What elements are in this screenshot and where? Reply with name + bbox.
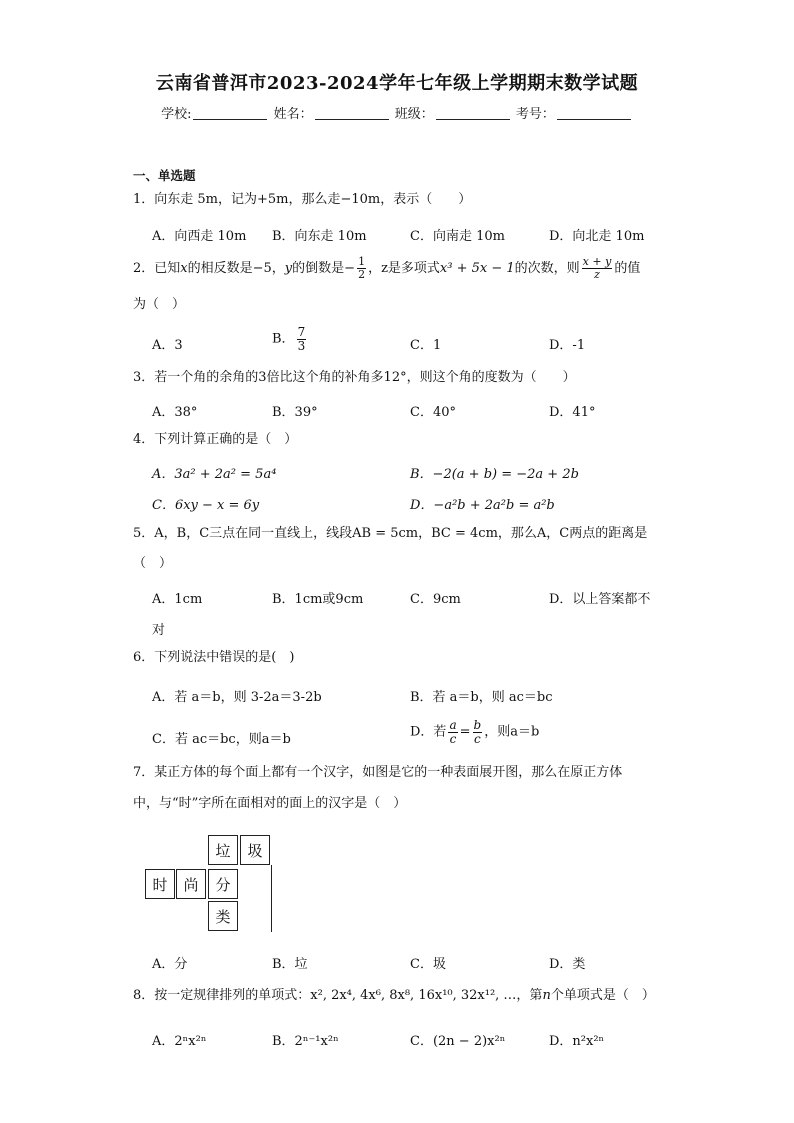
class-blank[interactable] bbox=[436, 106, 510, 120]
q3-option-d[interactable]: D．41° bbox=[549, 405, 596, 420]
q7-option-b[interactable]: B．垃 bbox=[272, 957, 308, 972]
q5-option-b[interactable]: B．1cm或9cm bbox=[272, 592, 364, 607]
q2-fraction-xy bbox=[582, 256, 613, 280]
q7-option-d[interactable]: D．类 bbox=[549, 957, 586, 972]
q8-var-n: n bbox=[542, 988, 551, 1003]
q4-option-c[interactable]: C．6xy − x = 6y bbox=[152, 498, 260, 513]
q2-b-num: 7 bbox=[297, 325, 306, 339]
q2-frac2-num: x + y bbox=[582, 255, 612, 269]
q6-d-frac-b bbox=[473, 719, 483, 745]
q2-option-c[interactable]: C．1 bbox=[410, 338, 442, 353]
net-cell-lei: 类 bbox=[208, 901, 238, 931]
question-7-line1: 7．某正方体的每个面上都有一个汉字，如图是它的一种表面展开图，那么在原正方体 bbox=[133, 765, 623, 780]
q6-d-label: D．若 bbox=[410, 724, 447, 740]
q8-option-d[interactable]: D．n²x²ⁿ bbox=[549, 1034, 605, 1049]
question-3-stem: 3．若一个角的余角的3倍比这个角的补角多12°，则这个角的度数为（ ） bbox=[133, 370, 576, 385]
q2-text-1: 2．已知 bbox=[133, 261, 181, 276]
q4-option-b[interactable]: B．−2(a + b) = −2a + 2b bbox=[410, 467, 579, 482]
q2-text-6: 的值 bbox=[614, 261, 641, 276]
q2-text-5: 的次数，则 bbox=[514, 261, 580, 276]
page-title: 云南省普洱市2023-2024学年七年级上学期期末数学试题 bbox=[155, 73, 639, 94]
net-cell-shi: 时 bbox=[145, 869, 175, 899]
q2-fraction-half bbox=[357, 256, 366, 280]
q2-option-d[interactable]: D．-1 bbox=[549, 338, 586, 353]
q6-d-eq: = bbox=[459, 724, 471, 740]
q5-option-a[interactable]: A．1cm bbox=[152, 592, 203, 607]
net-cell-la: 垃 bbox=[208, 835, 238, 865]
question-6-stem: 6．下列说法中错误的是( ) bbox=[133, 650, 295, 665]
q8-option-b[interactable]: B．2ⁿ⁻¹x²ⁿ bbox=[272, 1034, 339, 1049]
q2-var-x: x bbox=[180, 261, 188, 276]
q2-text-2: 的相反数是−5， bbox=[187, 261, 285, 276]
question-4-stem: 4．下列计算正确的是（ ） bbox=[133, 432, 298, 447]
q6-option-c[interactable]: C．若 ac＝bc，则a＝b bbox=[152, 732, 291, 747]
q8-option-c[interactable]: C．(2n − 2)x²ⁿ bbox=[410, 1034, 506, 1049]
q5-option-d[interactable]: D．以上答案都不 bbox=[549, 592, 651, 607]
q6-d-num2: b bbox=[473, 718, 482, 732]
q8-option-a[interactable]: A．2ⁿx²ⁿ bbox=[152, 1034, 207, 1049]
question-5-stem: 5．A，B，C三点在同一直线上，线段AB = 5cm，BC = 4cm，那么A，C两点的距离是 bbox=[133, 526, 648, 541]
question-7-line2: 中，与“时”字所在面相对的面上的汉字是（ ） bbox=[133, 796, 407, 811]
q2-option-b-fraction bbox=[297, 326, 307, 352]
q2-polynomial: x³ + 5x − 1 bbox=[439, 261, 515, 276]
school-label: 学校: bbox=[161, 107, 192, 122]
question-5-line2: （ ） bbox=[133, 556, 173, 571]
q7-option-a[interactable]: A．分 bbox=[152, 957, 188, 972]
net-edge-line bbox=[271, 865, 272, 932]
q1-option-a[interactable]: A．向西走 10m bbox=[152, 229, 247, 244]
q5-option-c[interactable]: C．9cm bbox=[410, 592, 461, 607]
q6-d-num1: a bbox=[449, 718, 457, 732]
q8-text-1: 8．按一定规律排列的单项式：x², 2x⁴, 4x⁶, 8x⁸, 16x¹⁰, 32x¹², …，第 bbox=[133, 988, 543, 1003]
student-info-line bbox=[0, 103, 794, 122]
q3-option-c[interactable]: C．40° bbox=[410, 405, 456, 420]
q7-option-c[interactable]: C．圾 bbox=[410, 957, 446, 972]
section-heading: 一、单选题 bbox=[133, 168, 196, 183]
q4-option-a[interactable]: A．3a² + 2a² = 5a⁴ bbox=[152, 467, 277, 482]
question-2-line2: 为（ ） bbox=[133, 297, 186, 312]
q6-option-b[interactable]: B．若 a＝b，则 ac＝bc bbox=[410, 690, 553, 705]
q1-option-b[interactable]: B．向东走 10m bbox=[272, 229, 367, 244]
q6-d-den2: c bbox=[473, 731, 481, 746]
q3-option-a[interactable]: A．38° bbox=[152, 405, 198, 420]
question-2-stem bbox=[133, 254, 673, 284]
q2-option-b-label: B． bbox=[272, 331, 295, 347]
class-label: 班级： bbox=[394, 107, 434, 122]
q2-var-y: y bbox=[284, 261, 293, 276]
q2-b-den: 3 bbox=[297, 338, 306, 353]
q2-frac1-den: 2 bbox=[358, 268, 366, 281]
q2-text-4: ，z是多项式 bbox=[368, 261, 440, 276]
q4-option-d[interactable]: D．−a²b + 2a²b = a²b bbox=[410, 498, 555, 513]
q2-text-3: 的倒数是− bbox=[292, 261, 356, 276]
q2-option-a[interactable]: A．3 bbox=[152, 338, 183, 353]
number-label: 考号： bbox=[515, 107, 555, 122]
q5-option-d-cont: 对 bbox=[152, 623, 166, 638]
q6-d-tail: ，则a＝b bbox=[484, 724, 540, 740]
q6-option-d[interactable] bbox=[410, 719, 539, 745]
net-cell-shang: 尚 bbox=[176, 869, 206, 899]
school-blank[interactable] bbox=[193, 106, 267, 120]
q1-option-d[interactable]: D．向北走 10m bbox=[549, 229, 645, 244]
q2-frac1-num: 1 bbox=[358, 255, 366, 269]
q6-d-frac-a bbox=[448, 719, 457, 745]
number-blank[interactable] bbox=[557, 106, 631, 120]
q2-frac2-den: z bbox=[594, 268, 600, 281]
question-1-stem: 1．向东走 5m，记为+5m，那么走−10m，表示（ ） bbox=[133, 192, 472, 207]
q8-text-2: 个单项式是（ ） bbox=[550, 988, 655, 1003]
q6-option-a[interactable]: A．若 a＝b，则 3-2a＝3-2b bbox=[152, 690, 322, 705]
q3-option-b[interactable]: B．39° bbox=[272, 405, 318, 420]
name-blank[interactable] bbox=[315, 106, 389, 120]
question-8-stem bbox=[133, 981, 673, 1011]
net-cell-fen: 分 bbox=[208, 869, 238, 899]
net-cell-ji: 圾 bbox=[240, 835, 270, 865]
q2-option-b[interactable] bbox=[272, 326, 308, 352]
q1-option-c[interactable]: C．向南走 10m bbox=[410, 229, 505, 244]
q6-d-den1: c bbox=[449, 731, 457, 746]
name-label: 姓名： bbox=[273, 107, 313, 122]
